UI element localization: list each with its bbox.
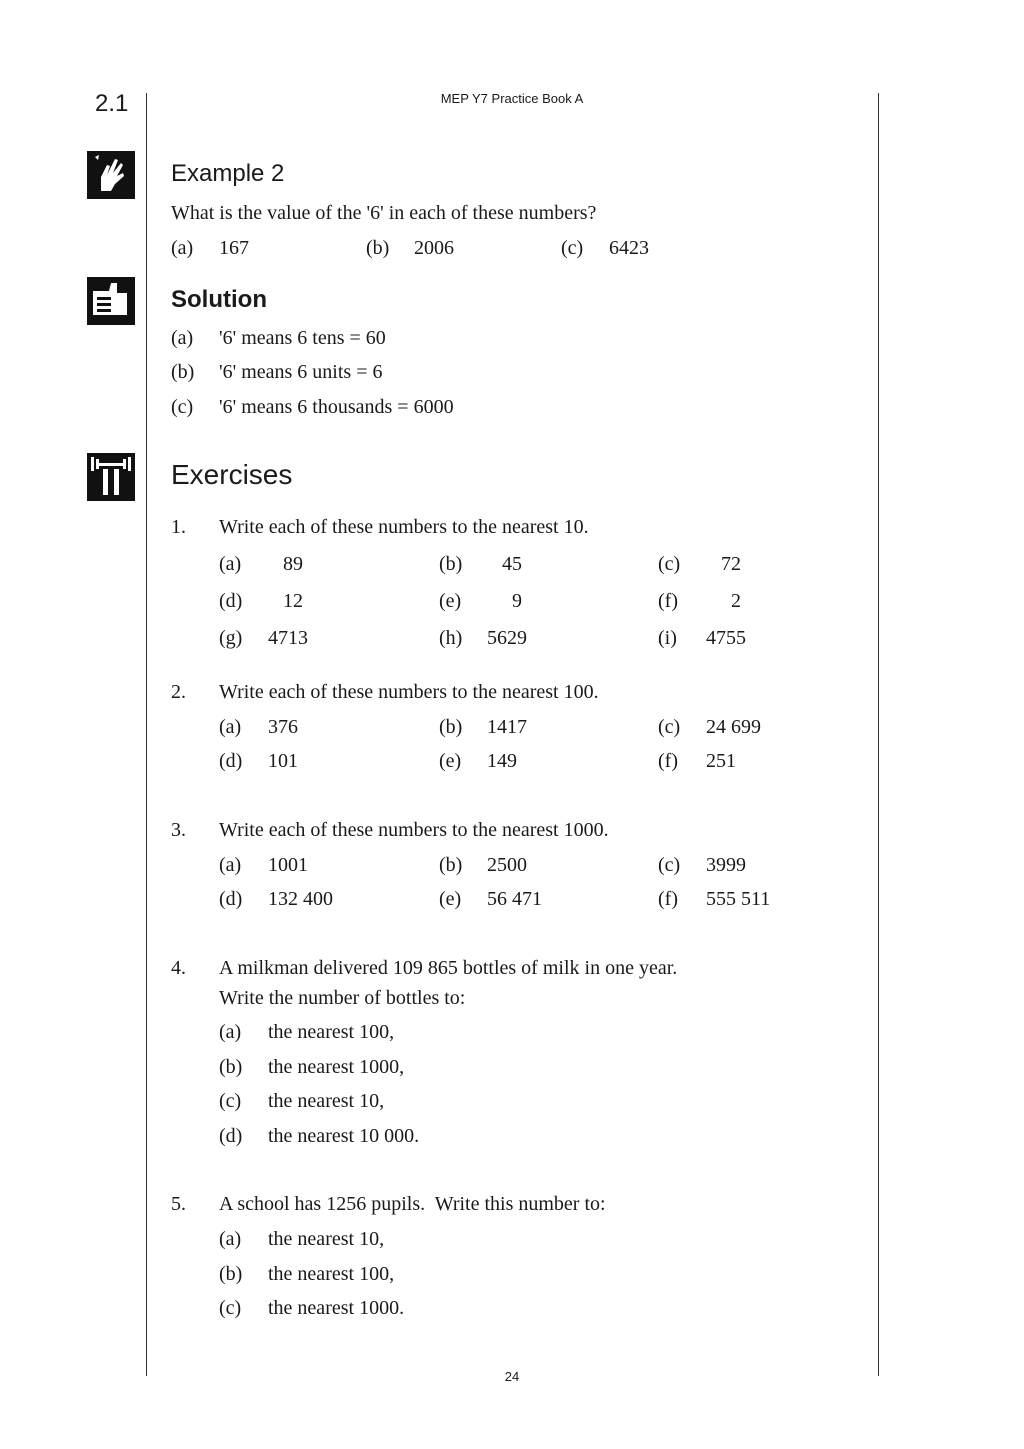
question-text-line2: Write the number of bottles to:	[219, 987, 466, 1009]
part-label: (f)	[658, 888, 678, 910]
question-number: 2.	[171, 681, 186, 703]
example-part-value: 2006	[414, 237, 454, 259]
question-number: 3.	[171, 819, 186, 841]
example-part-value: 6423	[609, 237, 649, 259]
part-value: 72	[721, 553, 741, 575]
part-label: (b)	[439, 553, 463, 575]
part-label: (g)	[219, 627, 243, 649]
margin-line-right	[878, 93, 879, 1376]
solution-line: '6' means 6 thousands = 6000	[219, 396, 454, 418]
part-value: the nearest 10 000.	[268, 1125, 420, 1147]
part-label: (h)	[439, 627, 463, 649]
part-value: 5629	[487, 627, 527, 649]
part-value: the nearest 10,	[268, 1228, 385, 1250]
part-value: 251	[706, 750, 736, 772]
part-label: (d)	[219, 750, 243, 772]
part-value: the nearest 1000.	[268, 1297, 405, 1319]
part-label: (i)	[658, 627, 677, 649]
exercises-heading: Exercises	[171, 459, 293, 490]
part-value: 45	[502, 553, 522, 575]
part-value: 4755	[706, 627, 746, 649]
part-label: (c)	[219, 1090, 242, 1112]
book-title: MEP Y7 Practice Book A	[440, 91, 584, 106]
dumbbell-exercise-icon	[87, 453, 135, 501]
part-value: 376	[268, 716, 298, 738]
part-value: 2500	[487, 854, 527, 876]
part-label: (a)	[219, 854, 242, 876]
part-value: the nearest 100,	[268, 1021, 395, 1043]
solution-heading: Solution	[171, 286, 267, 313]
part-label: (b)	[219, 1056, 243, 1078]
solution-line: '6' means 6 units = 6	[219, 361, 383, 383]
margin-line-left	[146, 93, 147, 1376]
question-number: 1.	[171, 516, 186, 538]
solution-label: (c)	[171, 396, 194, 418]
question-text: Write each of these numbers to the nearest 1000.	[219, 819, 609, 841]
part-value: 4713	[268, 627, 308, 649]
part-label: (a)	[219, 1228, 242, 1250]
section-number: 2.1	[95, 90, 129, 117]
example-part-label: (a)	[171, 237, 194, 259]
part-label: (c)	[658, 854, 681, 876]
question-text: Write each of these numbers to the nearest 10.	[219, 516, 589, 538]
part-label: (c)	[658, 553, 681, 575]
part-value: 132 400	[268, 888, 333, 910]
example-part-label: (c)	[561, 237, 584, 259]
part-label: (a)	[219, 553, 242, 575]
part-value: 1417	[487, 716, 527, 738]
part-label: (a)	[219, 716, 242, 738]
part-value: the nearest 1000,	[268, 1056, 405, 1078]
part-label: (b)	[439, 716, 463, 738]
thumbs-up-hand-icon	[87, 277, 135, 325]
example-heading: Example 2	[171, 160, 285, 187]
part-value: 9	[512, 590, 522, 612]
part-label: (e)	[439, 590, 462, 612]
part-label: (d)	[219, 1125, 243, 1147]
part-value: 1001	[268, 854, 308, 876]
part-value: 56 471	[487, 888, 542, 910]
part-value: 101	[268, 750, 298, 772]
part-value: the nearest 100,	[268, 1263, 395, 1285]
part-value: the nearest 10,	[268, 1090, 385, 1112]
part-value: 555 511	[706, 888, 771, 910]
part-label: (d)	[219, 590, 243, 612]
part-label: (b)	[219, 1263, 243, 1285]
question-number: 5.	[171, 1193, 186, 1215]
part-value: 24 699	[706, 716, 761, 738]
question-number: 4.	[171, 957, 186, 979]
question-text: A school has 1256 pupils. Write this number to:	[219, 1193, 606, 1215]
part-value: 12	[283, 590, 303, 612]
solution-line: '6' means 6 tens = 60	[219, 327, 386, 349]
part-label: (c)	[658, 716, 681, 738]
part-label: (f)	[658, 590, 678, 612]
part-value: 149	[487, 750, 517, 772]
part-label: (f)	[658, 750, 678, 772]
part-label: (c)	[219, 1297, 242, 1319]
part-label: (a)	[219, 1021, 242, 1043]
example-part-value: 167	[219, 237, 249, 259]
part-label: (b)	[439, 854, 463, 876]
part-label: (d)	[219, 888, 243, 910]
part-label: (e)	[439, 750, 462, 772]
part-value: 89	[283, 553, 303, 575]
pointing-hand-icon	[87, 151, 135, 199]
part-label: (e)	[439, 888, 462, 910]
part-value: 3999	[706, 854, 746, 876]
question-text: Write each of these numbers to the nearest 100.	[219, 681, 599, 703]
solution-label: (a)	[171, 327, 194, 349]
part-value: 2	[731, 590, 741, 612]
example-question: What is the value of the '6' in each of these numbers?	[171, 202, 597, 224]
question-text: A milkman delivered 109 865 bottles of milk in one year.	[219, 957, 678, 979]
example-part-label: (b)	[366, 237, 390, 259]
page-number: 24	[504, 1369, 520, 1384]
solution-label: (b)	[171, 361, 195, 383]
